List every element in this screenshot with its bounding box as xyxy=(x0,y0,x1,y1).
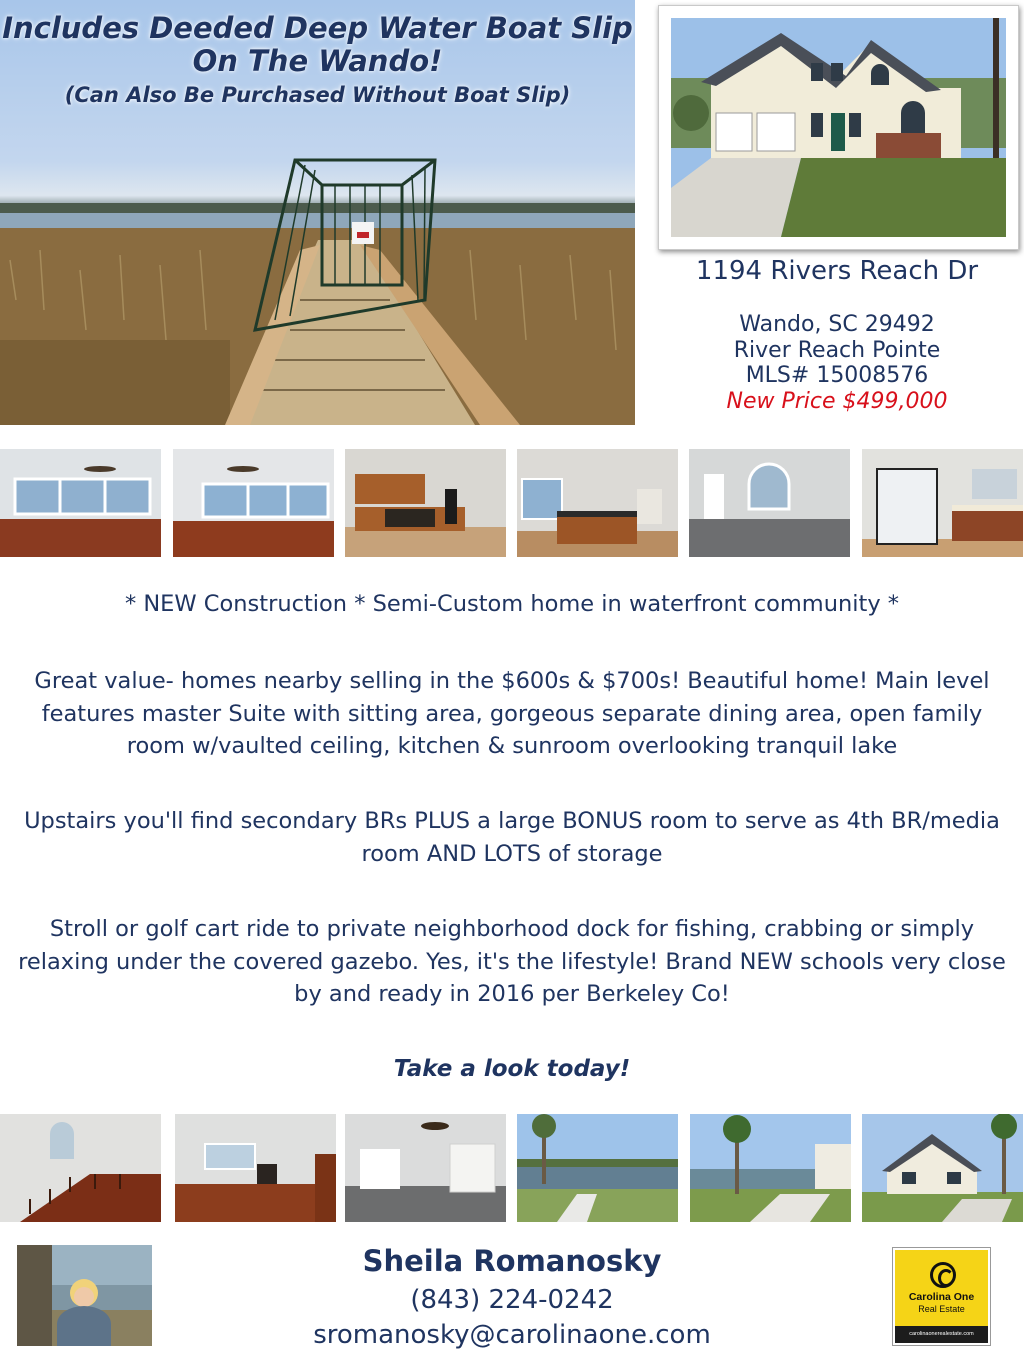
top-photo-gallery xyxy=(0,449,1024,557)
tagline: * NEW Construction * Semi-Custom home in waterfront community * xyxy=(124,591,900,617)
community-name: River Reach Pointe xyxy=(733,337,941,363)
description-paragraph-3: Stroll or golf cart ride to private neighborhood dock for fishing, crabbing or simply relaxing under the covered gazebo. Yes, it's the lifestyle! Brand NEW schools very close by and ready in 2016 per Berkeley Co! xyxy=(18,916,1006,1007)
hero-headline: Includes Deeded Deep Water Boat Slip xyxy=(2,11,633,45)
sunroom-fan-photo xyxy=(173,449,334,557)
house-exterior-photo xyxy=(671,18,1006,237)
lake-view-photo xyxy=(517,1114,678,1222)
agent-phone[interactable]: (843) 224-0242 xyxy=(410,1285,614,1315)
house-photo-frame xyxy=(658,5,1019,250)
bedroom-photo xyxy=(689,449,850,557)
foyer-staircase-photo xyxy=(0,1114,161,1222)
sunroom-photo xyxy=(0,449,161,557)
backyard-palm-photo xyxy=(690,1114,851,1222)
bathroom-photo xyxy=(862,449,1023,557)
kitchen-island-photo xyxy=(517,449,678,557)
agent-name: Sheila Romanosky xyxy=(362,1244,662,1278)
logo-company-name: Carolina One xyxy=(908,1291,975,1303)
hero-headline-2: On The Wando! xyxy=(192,44,443,78)
agent-email[interactable]: sromanosky@carolinaone.com xyxy=(313,1320,711,1350)
agent-portrait-photo xyxy=(17,1245,152,1346)
family-room-photo xyxy=(175,1114,336,1222)
logo-url: carolinaonerealestate.com xyxy=(895,1326,988,1343)
call-to-action: Take a look today! xyxy=(393,1056,631,1082)
address-street: 1194 Rivers Reach Dr xyxy=(695,256,979,286)
address-city-state-zip: Wando, SC 29492 xyxy=(739,312,935,337)
description-paragraph-1: Great value- homes nearby selling in the $600s & $700s! Beautiful home! Main level features master Suite with sitting area, gorgeous separate dining area, open family room w/vaulted ceiling, kitchen & sunroom overlooking tranquil lake xyxy=(34,668,990,759)
listing-price: New Price $499,000 xyxy=(726,388,948,414)
carolina-one-logo xyxy=(893,1248,990,1345)
bottom-photo-gallery xyxy=(0,1114,1024,1222)
address-details xyxy=(650,312,1024,414)
boat-slip-photo xyxy=(0,0,635,425)
hero-subheadline: (Can Also Be Purchased Without Boat Slip) xyxy=(64,83,571,107)
mls-number: MLS# 15008576 xyxy=(745,363,929,388)
bedroom-closet-photo xyxy=(345,1114,506,1222)
rear-exterior-photo xyxy=(862,1114,1023,1222)
description-paragraph-2: Upstairs you'll find secondary BRs PLUS a large BONUS room to serve as 4th BR/media room AND LOTS of storage xyxy=(24,808,1000,867)
kitchen-photo xyxy=(345,449,506,557)
copyright-c-icon xyxy=(930,1262,956,1288)
logo-subtitle: Real Estate xyxy=(918,1304,965,1314)
